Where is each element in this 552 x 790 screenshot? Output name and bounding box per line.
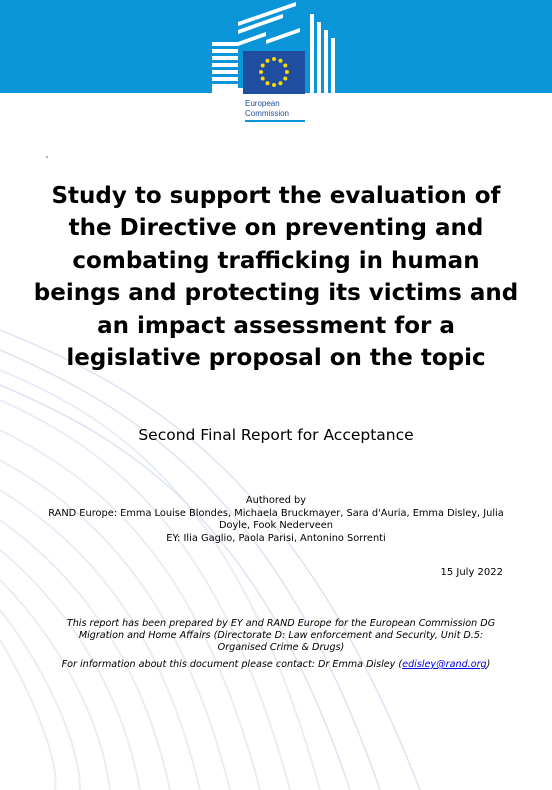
european-commission-logo bbox=[0, 0, 552, 130]
background-curves bbox=[0, 330, 552, 790]
document-title: Study to support the evaluation of the Directive on preventing and combating trafficking in human beings and protecting its victims and an impact assessment for a legislative proposal on the topic bbox=[33, 183, 519, 372]
authors-ey: EY: Ilia Gaglio, Paola Parisi, Antonino Sorrenti bbox=[166, 532, 386, 544]
authored-by-label: Authored by bbox=[245, 495, 307, 506]
prepared-note: This report has been prepared by EY and RAND Europe for the European Commission DG Migration and Home Affairs (Directorate D: Law enforcement and Security, Unit D.5: Organised Crime & Drugs) bbox=[66, 618, 496, 654]
report-date: 15 July 2022 bbox=[440, 567, 503, 578]
tick-mark: ` bbox=[45, 156, 50, 167]
contact-email-link[interactable]: edisley@rand.org bbox=[402, 659, 487, 670]
document-subtitle: Second Final Report for Acceptance bbox=[138, 426, 414, 444]
logo-underline bbox=[245, 120, 305, 122]
contact-suffix: ) bbox=[486, 659, 491, 670]
authors-rand: RAND Europe: Emma Louise Blondes, Michaela Bruckmayer, Sara d'Auria, Emma Disley, Julia Doyle, Fook Nederveen bbox=[48, 507, 504, 531]
logo-text-line2: Commission bbox=[245, 109, 290, 118]
contact-prefix: For information about this document please contact: Dr Emma Disley ( bbox=[61, 659, 403, 670]
authors-block bbox=[40, 495, 512, 545]
logo-text-line1: European bbox=[245, 99, 280, 108]
contact-line bbox=[40, 659, 512, 670]
